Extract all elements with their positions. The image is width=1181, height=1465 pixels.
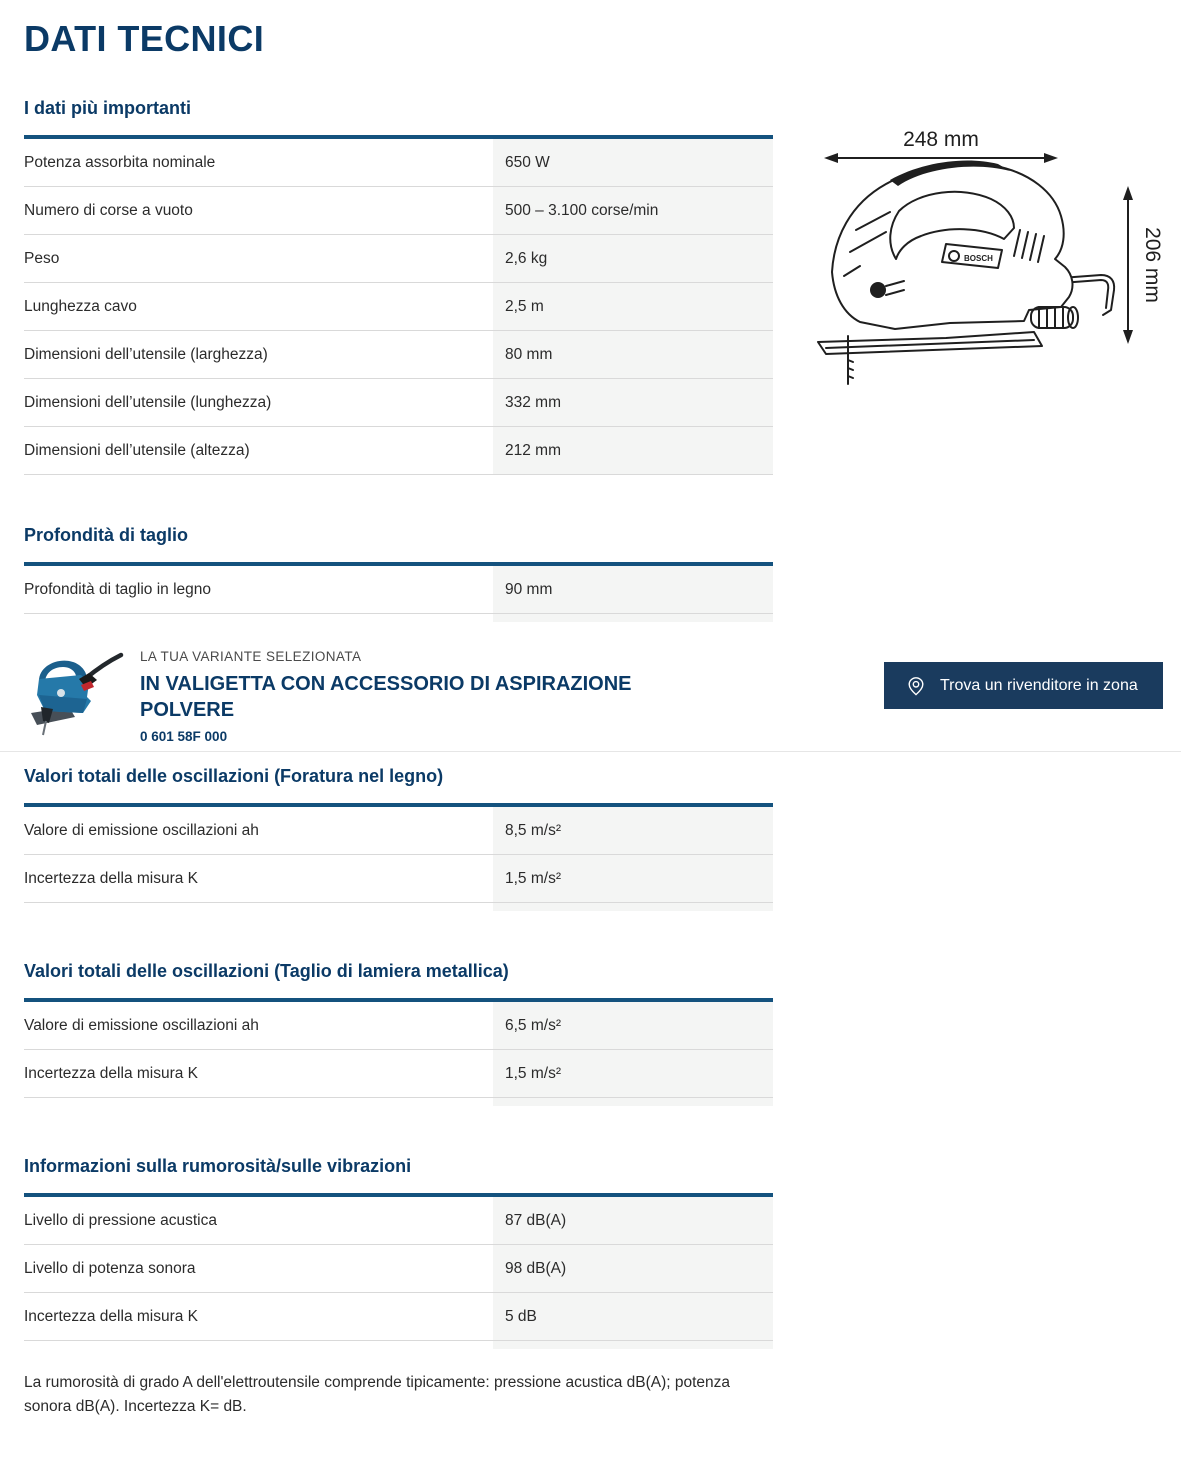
section-divider	[0, 751, 1181, 752]
variant-product-photo	[24, 649, 126, 737]
spec-label: Dimensioni dell’utensile (larghezza)	[24, 345, 268, 363]
width-dimension-arrow	[824, 153, 1058, 163]
height-dimension-label: 206 mm	[1141, 227, 1164, 303]
table-row	[24, 283, 773, 331]
spec-value: 500 – 3.100 corse/min	[493, 187, 773, 234]
table-row	[24, 427, 773, 475]
spec-label: Valore di emissione oscillazioni ah	[24, 821, 259, 839]
spec-value: 5 dB	[493, 1293, 773, 1340]
table-row	[24, 1293, 773, 1341]
table-row	[24, 187, 773, 235]
location-pin-icon	[906, 676, 926, 696]
table-row	[24, 1197, 773, 1245]
variant-name: IN VALIGETTA CON ACCESSORIO DI ASPIRAZIONE POLVERE	[140, 673, 632, 721]
spec-value: 332 mm	[493, 379, 773, 426]
spec-table-important	[24, 135, 773, 475]
table-row	[24, 379, 773, 427]
product-dimension-diagram	[798, 110, 1178, 400]
spec-value: 98 dB(A)	[493, 1245, 773, 1292]
bosch-logo: BOSCH	[964, 254, 993, 263]
spec-table-vibration-metal	[24, 998, 773, 1106]
spec-label: Incertezza della misura K	[24, 869, 199, 887]
section-heading-important: I dati più importanti	[24, 98, 191, 118]
spec-label: Livello di potenza sonora	[24, 1259, 196, 1277]
variant-texts	[140, 649, 700, 744]
variant-eyebrow: LA TUA VARIANTE SELEZIONATA	[140, 649, 362, 664]
spec-label: Incertezza della misura K	[24, 1064, 199, 1082]
height-dimension-arrow	[1123, 186, 1133, 344]
table-row	[24, 1002, 773, 1050]
spec-label: Peso	[24, 249, 60, 267]
spec-value: 80 mm	[493, 331, 773, 378]
spec-label: Lunghezza cavo	[24, 297, 137, 315]
spec-value: 8,5 m/s²	[493, 807, 773, 854]
find-dealer-button[interactable]	[884, 662, 1163, 709]
jigsaw-body	[818, 161, 1114, 384]
noise-footnote: La rumorosità di grado A dell'elettroutensile comprende tipicamente: pressione acustica dB(A); potenza sonora dB(A). Incertezza K= dB.	[24, 1374, 731, 1415]
spec-table-noise	[24, 1193, 773, 1349]
spec-value: 1,5 m/s²	[493, 1050, 773, 1097]
spec-table-vibration-wood	[24, 803, 773, 911]
spec-label: Dimensioni dell’utensile (altezza)	[24, 441, 250, 459]
section-heading-vibration-wood: Valori totali delle oscillazioni (Foratura nel legno)	[24, 766, 444, 786]
table-row	[24, 566, 773, 614]
width-dimension-label: 248 mm	[903, 128, 979, 151]
find-dealer-label: Trova un rivenditore in zona	[940, 676, 1138, 694]
table-row	[24, 807, 773, 855]
jigsaw-line-drawing	[798, 110, 1178, 400]
spec-label: Potenza assorbita nominale	[24, 153, 216, 171]
table-row	[24, 1050, 773, 1098]
spec-label: Valore di emissione oscillazioni ah	[24, 1016, 259, 1034]
variant-sku: 0 601 58F 000	[140, 729, 228, 744]
table-row	[24, 331, 773, 379]
page-title: DATI TECNICI	[24, 18, 265, 59]
spec-value: 2,6 kg	[493, 235, 773, 282]
spec-value: 212 mm	[493, 427, 773, 474]
spec-label: Incertezza della misura K	[24, 1307, 199, 1325]
section-heading-noise: Informazioni sulla rumorosità/sulle vibrazioni	[24, 1156, 412, 1176]
section-heading-vibration-metal: Valori totali delle oscillazioni (Taglio di lamiera metallica)	[24, 961, 509, 981]
table-row	[24, 1245, 773, 1293]
spec-label: Livello di pressione acustica	[24, 1211, 217, 1229]
spec-value: 87 dB(A)	[493, 1197, 773, 1244]
spec-label: Profondità di taglio in legno	[24, 580, 211, 598]
table-row	[24, 235, 773, 283]
table-row	[24, 139, 773, 187]
table-row	[24, 855, 773, 903]
spec-value: 650 W	[493, 139, 773, 186]
spec-value: 6,5 m/s²	[493, 1002, 773, 1049]
spec-value: 2,5 m	[493, 283, 773, 330]
spec-label: Dimensioni dell’utensile (lunghezza)	[24, 393, 272, 411]
spec-table-cutting-depth	[24, 562, 773, 622]
section-heading-cutting-depth: Profondità di taglio	[24, 525, 188, 545]
spec-value: 90 mm	[493, 566, 773, 613]
spec-label: Numero di corse a vuoto	[24, 201, 193, 219]
spec-value: 1,5 m/s²	[493, 855, 773, 902]
